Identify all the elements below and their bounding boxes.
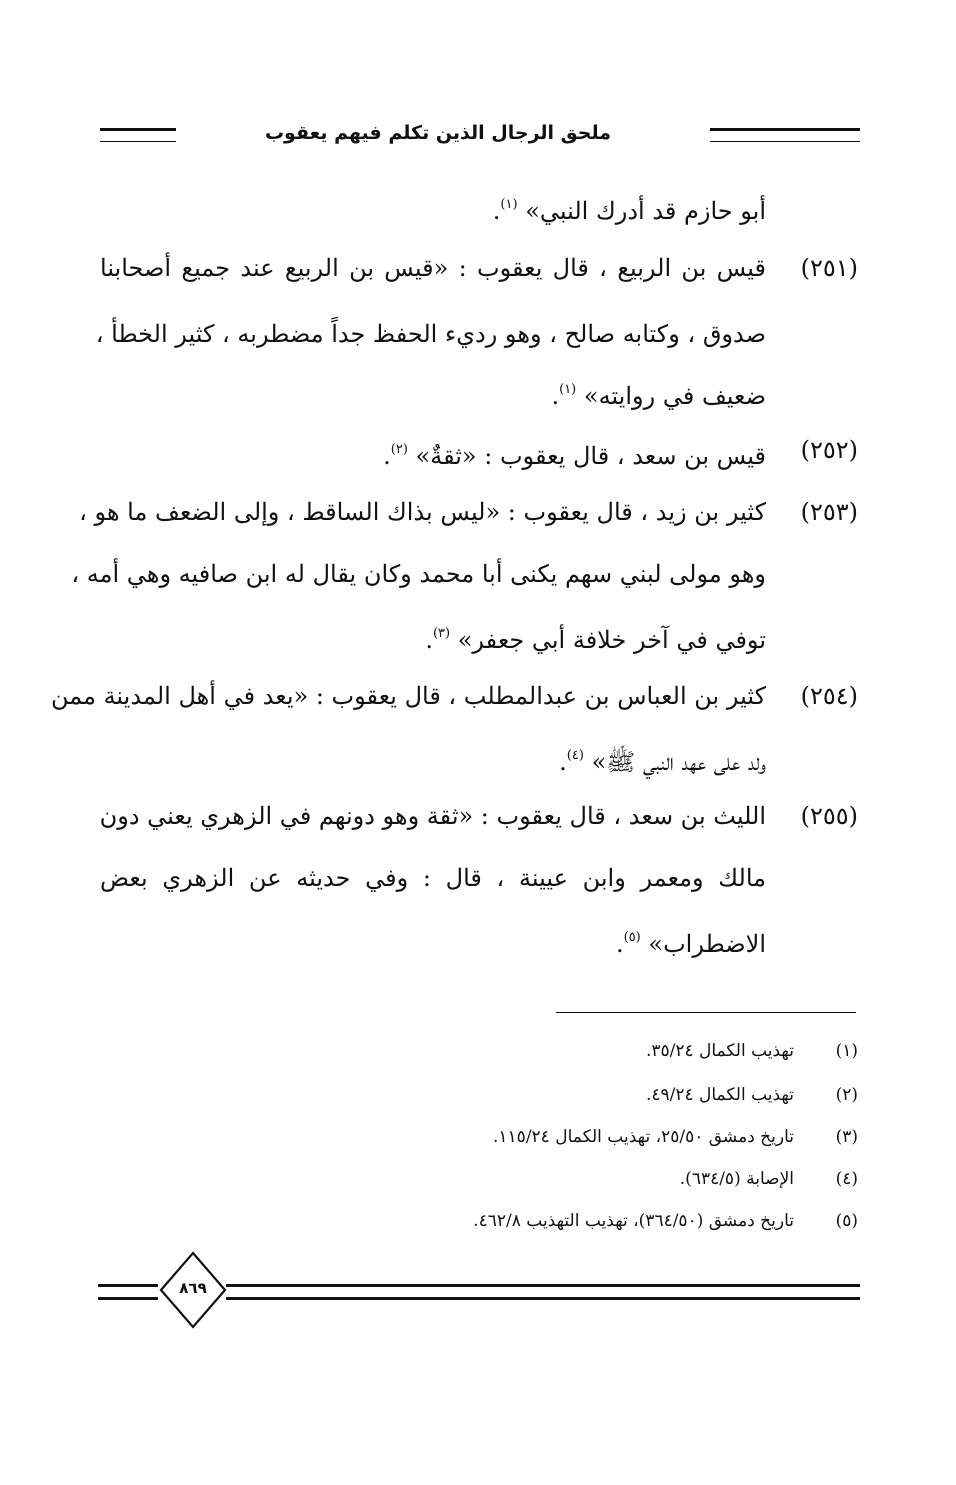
footnote-text: تهذيب الكمال ٤٩/٢٤.	[645, 1085, 794, 1105]
footnote-ref: (١)	[559, 382, 577, 397]
header-rule-right	[710, 128, 860, 142]
footnote-number: (٤)	[835, 1169, 858, 1189]
footer-rule-left	[98, 1284, 158, 1300]
entry-line: قيس بن الربيع ، قال يعقوب : «قيس بن الربيع عند جميع أصحابنا	[100, 254, 766, 282]
entry-line: ولد على عهد النبي ﷺ» $^{(٤)}$.	[559, 748, 766, 776]
entry-line: كثير بن زيد ، قال يعقوب : «ليس بذاك الساقط ، وإلى الضعف ما هو ،	[79, 498, 766, 526]
entry-line: توفي في آخر خلافة أبي جعفر» $^{(٣)}$.	[425, 626, 766, 654]
entry-line: الاضطراب» $^{(٥)}$.	[615, 930, 766, 958]
page-number: ٨٦٩	[179, 1279, 207, 1297]
footnote-ref: (٣)	[432, 626, 451, 641]
entry-line: مالك ومعمر وابن عيينة ، قال : وفي حديثه عن الزهري بعض	[100, 864, 766, 892]
entry-number: (٢٥١)	[800, 254, 858, 282]
entry-line: كثير بن العباس بن عبدالمطلب ، قال يعقوب : «يعد في أهل المدينة ممن	[50, 682, 766, 710]
footnote-text: تاريخ دمشق ٢٥/٥٠، تهذيب الكمال ١١٥/٢٤.	[493, 1127, 794, 1147]
entry-line: وهو مولى لبني سهم يكنى أبا محمد وكان يقال له ابن صافيه وهي أمه ،	[71, 560, 766, 588]
header-title: ملحق الرجال الذين تكلم فيهم يعقوب	[264, 122, 612, 144]
footnote-number: (٥)	[835, 1211, 858, 1231]
entry-number: (٢٥٣)	[800, 498, 858, 526]
footer-rule-right	[226, 1284, 860, 1300]
entry-line: صدوق ، وكتابه صالح ، وهو رديء الحفظ جداً مضطربه ، كثير الخطأ ،	[95, 320, 766, 348]
entry-line: قيس بن سعد ، قال يعقوب : «ثقةٌ» $^{(٢)}$.	[383, 442, 766, 470]
entry-line: ضعيف في روايته» $^{(١)}$.	[551, 382, 766, 410]
footnote-ref: (٤)	[566, 748, 584, 763]
header-rule-left	[100, 128, 176, 142]
footnote-text: تاريخ دمشق (٣٦٤/٥٠)، تهذيب التهذيب ٤٦٢/٨.	[473, 1211, 794, 1231]
footnote-ref: (٢)	[390, 442, 408, 457]
running-header	[100, 118, 860, 148]
entry-number: (٢٥٢)	[800, 436, 858, 464]
entry-number: (٢٥٥)	[800, 802, 858, 830]
footnote-ref: (١)	[500, 197, 518, 212]
page-footer	[98, 1250, 860, 1332]
footnote-text: تهذيب الكمال ٣٥/٢٤.	[645, 1041, 794, 1061]
footnote-separator	[556, 1012, 856, 1013]
entry-line: أبو حازم قد أدرك النبي» $^{(١)}$.	[492, 197, 766, 225]
footnote-text: الإصابة (٦٣٤/٥).	[679, 1169, 794, 1189]
footnote-number: (٢)	[835, 1085, 858, 1105]
footnote-number: (٣)	[835, 1127, 858, 1147]
entry-line: الليث بن سعد ، قال يعقوب : «ثقة وهو دونهم في الزهري يعني دون	[99, 802, 766, 830]
footnote-number: (١)	[835, 1041, 858, 1061]
entry-number: (٢٥٤)	[800, 682, 858, 710]
footnote-ref: (٥)	[623, 930, 641, 945]
